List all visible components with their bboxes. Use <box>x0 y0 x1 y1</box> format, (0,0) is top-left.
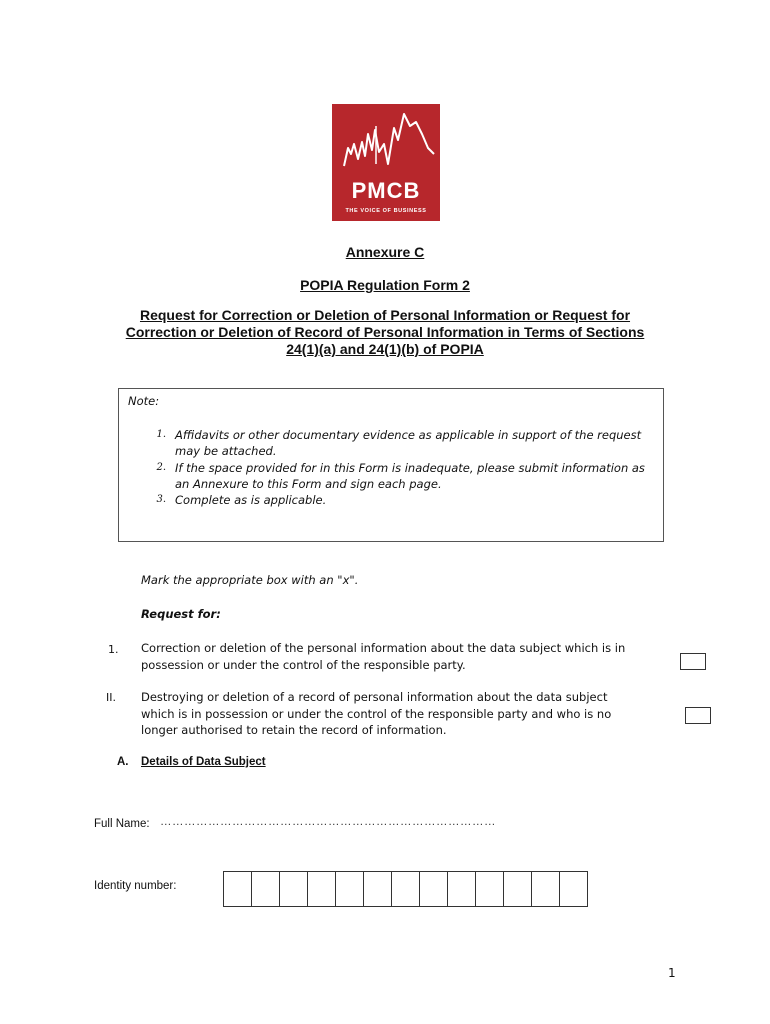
identity-digit-cell[interactable] <box>279 871 308 907</box>
identity-digit-cell[interactable] <box>251 871 280 907</box>
note-item-line: Affidavits or other documentary evidence as applicable in support of the request <box>175 428 642 442</box>
identity-number-grid <box>224 871 588 907</box>
identity-digit-cell[interactable] <box>335 871 364 907</box>
request-title <box>60 307 710 358</box>
identity-digit-cell[interactable] <box>531 871 560 907</box>
mark-instruction: Mark the appropriate box with an "x". <box>141 573 359 587</box>
identity-digit-cell[interactable] <box>363 871 392 907</box>
option-2-checkbox[interactable] <box>685 707 711 724</box>
identity-number-label: Identity number: <box>94 880 177 892</box>
identity-digit-cell[interactable] <box>223 871 252 907</box>
identity-digit-cell[interactable] <box>559 871 588 907</box>
request-title-line-2: Correction or Deletion of Record of Personal Information in Terms of Sections <box>125 324 645 340</box>
request-title-line-1: Request for Correction or Deletion of Personal Information or Request for <box>139 307 631 323</box>
section-a-letter: A. <box>117 756 129 768</box>
option-1-checkbox[interactable] <box>680 653 706 670</box>
identity-digit-cell[interactable] <box>307 871 336 907</box>
note-item-number: 1. <box>156 429 166 440</box>
option-text-line: longer authorised to retain the record of information. <box>141 723 447 737</box>
note-item-number: 2. <box>156 462 166 473</box>
identity-digit-cell[interactable] <box>447 871 476 907</box>
identity-digit-cell[interactable] <box>391 871 420 907</box>
option-text-line: Destroying or deletion of a record of personal information about the data subject <box>141 690 608 704</box>
note-item <box>175 492 655 508</box>
annexure-title: Annexure C <box>345 244 425 260</box>
logo-name: PMCB <box>351 178 421 203</box>
note-item-line: may be attached. <box>175 444 277 458</box>
option-text-line: possession or under the control of the responsible party. <box>141 657 466 672</box>
full-name-field[interactable]: ………………………………………………………………………… <box>160 816 496 828</box>
note-label: Note: <box>128 394 160 408</box>
option-text <box>141 689 661 739</box>
note-box <box>118 388 664 542</box>
full-name-label: Full Name: <box>94 818 150 830</box>
identity-digit-cell[interactable] <box>503 871 532 907</box>
request-title-line-3: 24(1)(a) and 24(1)(b) of POPIA <box>286 341 484 357</box>
form-title: POPIA Regulation Form 2 <box>300 277 470 293</box>
pmcb-logo <box>332 104 440 221</box>
note-item <box>175 460 655 492</box>
note-item-number: 3. <box>156 494 166 505</box>
request-for-label: Request for: <box>141 607 221 621</box>
option-number: 1. <box>108 643 119 656</box>
option-number: II. <box>106 691 116 704</box>
page-number: 1 <box>668 966 676 980</box>
identity-digit-cell[interactable] <box>419 871 448 907</box>
identity-digit-cell[interactable] <box>475 871 504 907</box>
option-text-line: Correction or deletion of the personal information about the data subject which is in <box>141 641 626 655</box>
note-item-line: an Annexure to this Form and sign each page. <box>175 477 442 491</box>
logo-tagline: THE VOICE OF BUSINESS <box>345 208 427 214</box>
note-item <box>175 427 655 459</box>
option-text-line: which is in possession or under the control of the responsible party and who is no <box>141 706 612 721</box>
option-text <box>141 640 661 673</box>
section-a-title: Details of Data Subject <box>141 756 266 768</box>
note-item-line: If the space provided for in this Form is inadequate, please submit information as <box>175 461 645 475</box>
note-item-line: Complete as is applicable. <box>175 493 327 507</box>
